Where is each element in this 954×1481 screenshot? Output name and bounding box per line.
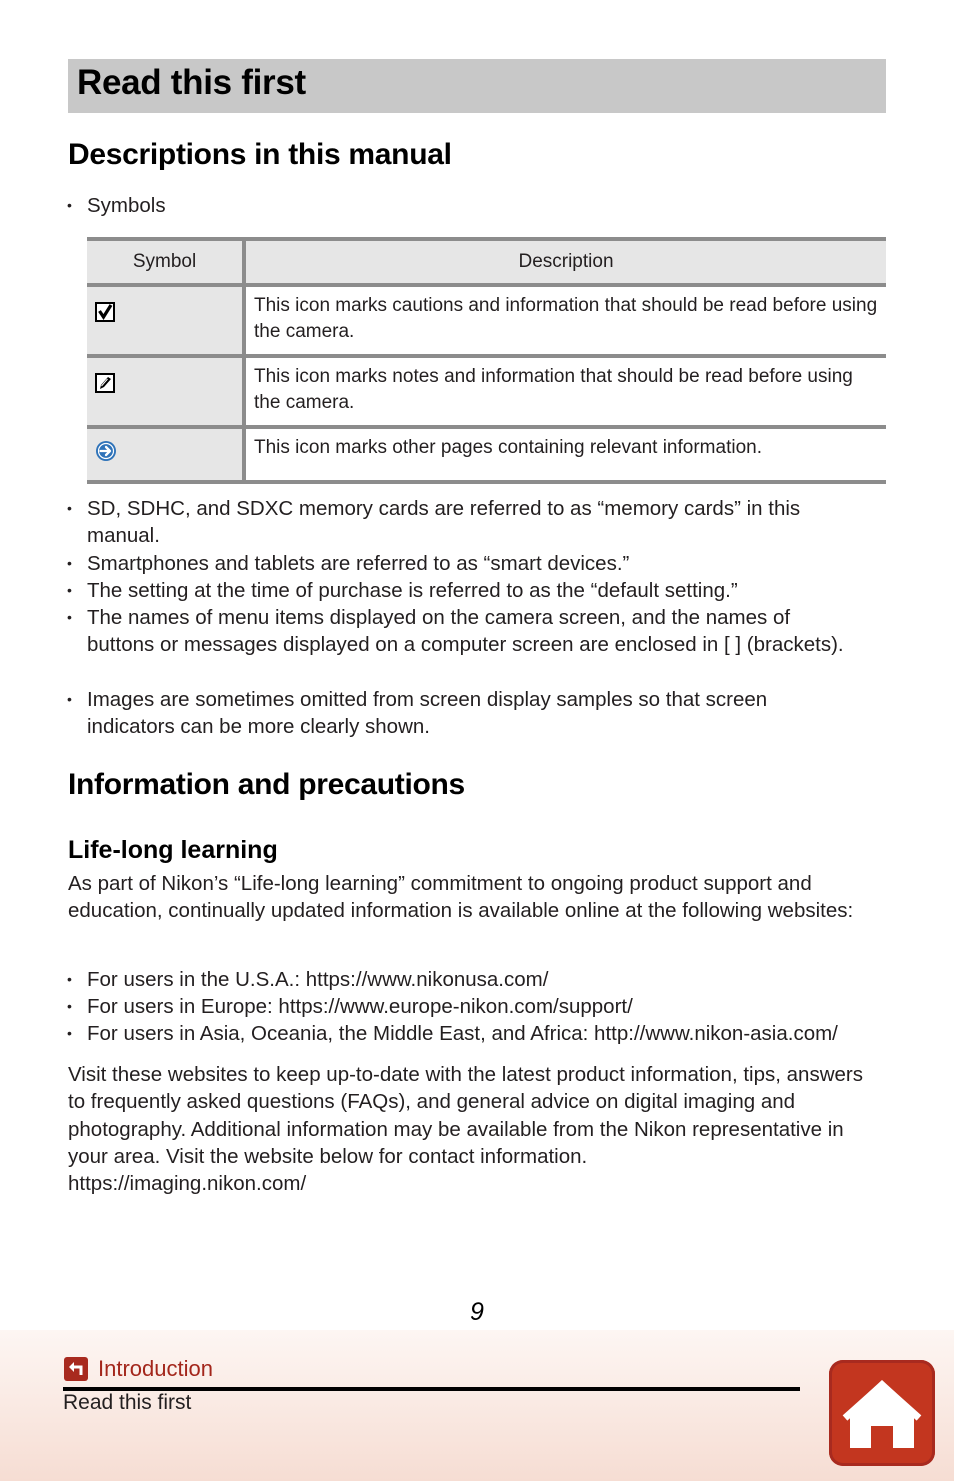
table-cell-description: This icon marks other pages containing relevant information. <box>244 427 886 482</box>
note-pencil-icon <box>95 373 115 393</box>
table-cell-symbol <box>87 356 244 427</box>
table-row <box>87 285 886 356</box>
list-item: • SD, SDHC, and SDXC memory cards are referred to as “memory cards” in this manual. <box>87 495 877 550</box>
table-cell-symbol <box>87 427 244 482</box>
section-heading-descriptions: Descriptions in this manual <box>68 138 452 171</box>
home-button[interactable] <box>829 1360 935 1466</box>
symbols-table <box>87 237 886 484</box>
footer-section-label: Read this first <box>63 1391 192 1414</box>
section-heading-information: Information and precautions <box>68 768 465 801</box>
back-link-introduction[interactable] <box>64 1356 213 1382</box>
list-item: • Images are sometimes omitted from screen display samples so that screen indicators can be more clearly shown. <box>87 686 847 741</box>
table-cell-description: This icon marks cautions and information that should be read before using the camera. <box>244 285 886 356</box>
page-number: 9 <box>470 1298 484 1326</box>
table-header-symbol: Symbol <box>87 239 244 285</box>
table-row <box>87 356 886 427</box>
list-item: • Smartphones and tablets are referred to as “smart devices.” <box>87 550 877 577</box>
symbols-bullet: • Symbols <box>87 192 877 219</box>
link-item-asia[interactable]: • For users in Asia, Oceania, the Middle East, and Africa: http://www.nikon-asia.com/ <box>87 1020 877 1047</box>
list-item: • The setting at the time of purchase is referred to as the “default setting.” <box>87 577 877 604</box>
outro-paragraph: Visit these websites to keep up-to-date with the latest product information, tips, answers to frequently asked questions (FAQs), and general advice on digital imaging and photography. Additional information may be available from the Nikon representative in your area. Visit the website below for contact information. <box>68 1063 863 1168</box>
contact-url-link[interactable]: https://imaging.nikon.com/ <box>68 1172 307 1195</box>
intro-paragraph: As part of Nikon’s “Life-long learning” commitment to ongoing product support and education, continually updated information is available online at the following websites: <box>68 872 854 923</box>
title-bar <box>68 59 886 113</box>
back-link-label: Introduction <box>98 1356 213 1381</box>
list-item: • The names of menu items displayed on the camera screen, and the names of buttons or messages displayed on a computer screen are enclosed in [ ] (brackets). <box>87 604 847 659</box>
reference-arrow-icon <box>95 440 117 462</box>
back-arrow-icon <box>64 1357 88 1381</box>
subheading-life-long-learning: Life-long learning <box>68 836 278 864</box>
link-item-usa[interactable]: • For users in the U.S.A.: https://www.nikonusa.com/ <box>87 966 877 993</box>
table-cell-symbol <box>87 285 244 356</box>
home-icon <box>829 1360 935 1466</box>
page-title: Read this first <box>77 63 306 102</box>
caution-check-icon <box>95 302 115 322</box>
link-item-europe[interactable]: • For users in Europe: https://www.europe-nikon.com/support/ <box>87 993 877 1020</box>
table-header-description: Description <box>244 239 886 285</box>
table-row <box>87 427 886 482</box>
table-cell-description: This icon marks notes and information that should be read before using the camera. <box>244 356 886 427</box>
